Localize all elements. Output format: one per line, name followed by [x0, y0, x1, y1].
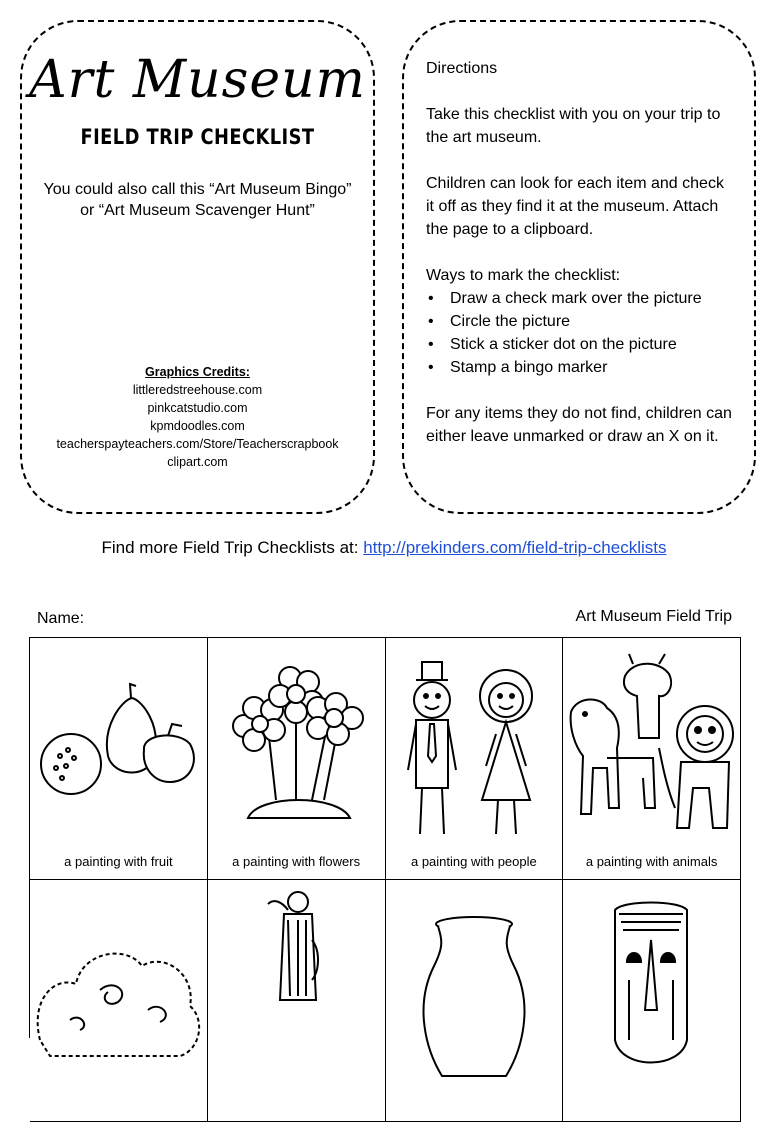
sheet-title: Art Museum Field Trip [575, 608, 732, 625]
checklist-item-vase[interactable] [386, 880, 564, 1122]
people-icon [386, 638, 563, 880]
page-title: Art Museum [29, 50, 366, 110]
directions-paragraph: For any items they do not find, children can either leave unmarked or draw an X on it. [426, 405, 732, 445]
alt-names-text: You could also call this “Art Museum Bingo” or “Art Museum Scavenger Hunt” [43, 181, 352, 219]
list-item: • Stamp a bingo marker [426, 356, 736, 379]
directions-card [402, 20, 756, 514]
credit-line: kpmdoodles.com [150, 419, 245, 433]
find-more-line [0, 538, 768, 558]
title-card [20, 20, 375, 514]
fruit-icon [30, 638, 207, 880]
checklist-item-cloud[interactable] [30, 880, 208, 1122]
name-label: Name: [37, 610, 85, 627]
checklist-item-fruit[interactable] [30, 638, 208, 880]
credit-line: littleredstreehouse.com [132, 383, 263, 397]
checklist-item-mask[interactable] [563, 880, 741, 1122]
item-caption: a painting with animals [585, 854, 718, 869]
statue-icon [208, 880, 385, 1122]
list-item: • Stick a sticker dot on the picture [426, 333, 736, 356]
animals-icon [563, 638, 740, 880]
list-item: • Draw a check mark over the picture [426, 287, 736, 310]
directions-heading: Directions [426, 60, 498, 77]
credits-heading: Graphics Credits: [145, 365, 250, 379]
checklists-link[interactable]: http://prekinders.com/field-trip-checklists [363, 538, 667, 557]
directions-text [426, 57, 736, 471]
flowers-icon [208, 638, 385, 880]
cloud-icon [30, 880, 207, 1122]
item-caption: a painting with fruit [64, 854, 173, 869]
directions-paragraph: Take this checklist with you on your trip to the art museum. [426, 106, 721, 146]
mask-icon [563, 880, 740, 1122]
credit-line: pinkcatstudio.com [147, 401, 248, 415]
checklist-item-statue[interactable] [208, 880, 386, 1122]
checklist-item-animals[interactable] [563, 638, 741, 880]
checklist-item-people[interactable] [386, 638, 564, 880]
vase-icon [386, 880, 563, 1122]
checklist-grid [29, 637, 741, 1038]
checklist-item-flowers[interactable] [208, 638, 386, 880]
ways-list [426, 287, 736, 379]
list-item: • Circle the picture [426, 310, 736, 333]
credit-line: teacherspayteachers.com/Store/Teacherscrapbook [56, 437, 339, 451]
credit-line: clipart.com [167, 455, 228, 469]
page-subtitle: FIELD TRIP CHECKLIST [80, 125, 315, 149]
graphics-credits [22, 363, 373, 471]
item-caption: a painting with people [410, 854, 537, 869]
item-caption: a painting with flowers [232, 854, 361, 869]
find-more-text: Find more Field Trip Checklists at: [101, 538, 364, 557]
ways-heading: Ways to mark the checklist: [426, 267, 621, 284]
directions-paragraph: Children can look for each item and check it off as they find it at the museum. Attach the page to a clipboard. [426, 175, 724, 238]
